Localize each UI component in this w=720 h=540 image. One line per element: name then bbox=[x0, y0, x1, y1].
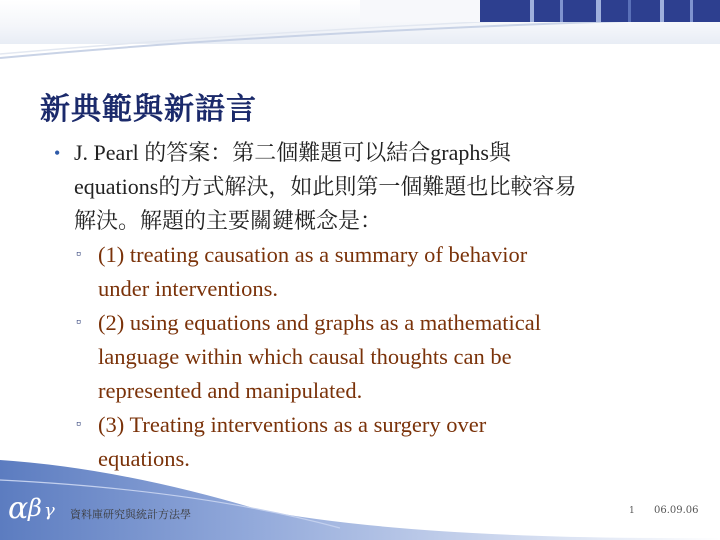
square-bullet-icon: ▫ bbox=[76, 247, 81, 262]
slide-number: 1 bbox=[629, 506, 635, 516]
list-item bbox=[40, 238, 700, 306]
slide-body bbox=[40, 136, 700, 476]
list-item-line: under interventions. bbox=[98, 276, 278, 301]
list-item-line: (2) using equations and graphs as a mathematical bbox=[98, 310, 541, 335]
list-item-line: (1) treating causation as a summary of behavior bbox=[98, 242, 528, 267]
alpha-beta-gamma-logo bbox=[6, 486, 66, 526]
header-stripes-decoration bbox=[360, 0, 720, 22]
list-item bbox=[40, 306, 700, 408]
key-concepts-list bbox=[40, 238, 700, 476]
slide-date: 06.09.06 bbox=[654, 505, 699, 516]
list-item-line: language within which causal thoughts can be bbox=[98, 344, 512, 369]
list-item-line: (3) Treating interventions as a surgery over bbox=[98, 412, 487, 437]
square-bullet-icon: ▫ bbox=[76, 417, 81, 432]
list-item-line: equations. bbox=[98, 446, 190, 471]
main-bullet bbox=[40, 136, 700, 238]
footer-course-name: 資料庫研究與統計方法學 bbox=[70, 508, 191, 521]
svg-text:β: β bbox=[28, 494, 42, 522]
footer-wave-decoration bbox=[0, 450, 720, 540]
main-bullet-line: J. Pearl 的答案：第二個難題可以結合graphs與 bbox=[74, 140, 511, 165]
slide-title: 新典範與新語言 bbox=[40, 92, 257, 127]
main-bullet-line: equations的方式解決，如此則第一個難題也比較容易 bbox=[74, 174, 577, 199]
svg-text:α: α bbox=[8, 491, 29, 526]
svg-text:γ: γ bbox=[44, 500, 55, 521]
bullet-dot-icon: • bbox=[54, 143, 61, 163]
square-bullet-icon: ▫ bbox=[76, 315, 81, 330]
list-item-line: represented and manipulated. bbox=[98, 378, 363, 403]
main-bullet-line: 解決。解題的主要關鍵概念是： bbox=[74, 208, 383, 233]
